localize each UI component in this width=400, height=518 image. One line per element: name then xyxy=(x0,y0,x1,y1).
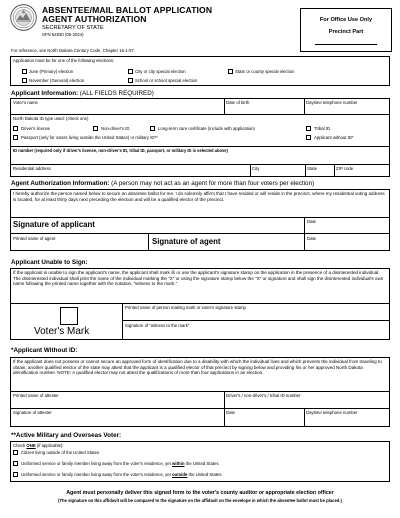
attester-date-field[interactable]: Date xyxy=(226,410,236,415)
checkbox-citizen-outside-us[interactable] xyxy=(13,450,18,455)
id-number-field[interactable]: ID number (required only if driver's license, non-driver's ID, tribal ID, passport, or military ID is selected above) xyxy=(13,148,228,153)
printed-agent-name-field[interactable]: Printed name of agent xyxy=(13,236,56,241)
military-heading: **Active Military and Overseas Voter: xyxy=(11,432,122,439)
agent-date-1[interactable]: Date xyxy=(307,219,317,224)
without-id-text: If the applicant does not possess or cannot secure an approved form of identification due to a disability with which the individual lives and which prevents the individual from traveling to obtain, another qualified elector of the state may attest that the applicant is a qualified elector of that precinct by signing below and providing his or her approved North Dakota identification number. NOTE: A qualified elector may not attest the qualifications of more than four applications in an election. xyxy=(13,359,382,376)
agency-name: SECRETARY OF STATE xyxy=(42,24,104,31)
agent-statement: I hereby authorize the person named below to secure an absentee ballot for me. I do solemnly affirm that I have resided or will reside in the precinct, where my residential voting address is located, for at least thirty days next preceding the election and will be a qualified elector of the precinct. xyxy=(13,191,385,202)
option-june-primary: June (Primary) election xyxy=(29,69,74,74)
residential-address-field[interactable]: Residential address xyxy=(13,166,51,171)
option-city-election: City or city special election xyxy=(135,69,186,74)
military-option-3: Uniformed service or family member living away from the voter's residence, yet outside the United States xyxy=(21,472,222,477)
id-non-drivers: Non-driver's ID xyxy=(101,126,130,131)
id-long-term-care: Long-term care certificate (include with application) xyxy=(158,126,255,131)
elections-prompt: Application must be for one of the following elections: xyxy=(13,58,115,63)
military-option-2: Uniformed service or family member living away from the voter's residence, yet within the United States xyxy=(21,461,219,466)
checkbox-non-drivers-id[interactable] xyxy=(93,126,98,131)
checkbox-long-term-care[interactable] xyxy=(150,126,155,131)
checkbox-state-county-election[interactable] xyxy=(228,69,233,74)
unable-text: If the applicant is unable to sign the applicant's name, the applicant shall mark ☒ or use the applicant's signature stamp on the application in the presence of a disinterested individual. The disinterested individual shall print the name of the individual marking the "X" or using the signature stamp below the "X" or signature and shall sign the disinterested individual's own name following the printed name together with the notation, "witness to the mark." xyxy=(13,270,384,287)
voters-mark-label: Voter's Mark xyxy=(34,326,90,337)
printed-marker-name-field[interactable]: Printed name of person making mark or voter's signature stamp xyxy=(125,305,246,310)
military-option-1: Citizen living outside of the United States xyxy=(21,450,100,455)
form-number: SFN 52830 (05-2024) xyxy=(42,31,84,37)
checkbox-uniformed-within-us[interactable] xyxy=(13,461,18,466)
state-field[interactable]: State xyxy=(307,166,318,171)
form-title-line2: AGENT AUTHORIZATION xyxy=(42,14,147,24)
agent-date-2[interactable]: Date xyxy=(307,236,317,241)
id-without: Applicant without ID* xyxy=(314,135,354,140)
state-seal xyxy=(10,4,37,31)
military-check-one: Check ONE (if applicable): xyxy=(13,443,64,448)
id-passport-military: Passport (only for voters living outside the United States) or military ID** xyxy=(21,135,158,140)
checkbox-city-election[interactable] xyxy=(128,69,133,74)
applicant-heading: Applicant Information: (ALL FIELDS REQUIRED) xyxy=(11,90,154,97)
checkbox-november-general[interactable] xyxy=(22,78,27,83)
signature-of-applicant-field[interactable]: Signature of applicant xyxy=(13,220,95,229)
without-id-heading: *Applicant Without ID: xyxy=(11,347,78,354)
attester-phone-field[interactable]: Daytime telephone number xyxy=(306,410,358,415)
footer-signature-note: (The signature on this affidavit will be compared to the signature on the affidavit on the envelope in which the absentee ballot must be placed.) xyxy=(58,498,342,503)
checkbox-school-election[interactable] xyxy=(128,78,133,83)
option-school-election: School or school special election xyxy=(135,78,198,83)
option-state-county-election: State or county special election xyxy=(235,69,295,74)
unable-heading: Applicant Unable to Sign: xyxy=(11,259,88,266)
id-type-prompt: North Dakota ID type used: (check one) xyxy=(13,116,89,121)
reference-note: For reference, see North Dakota Century Code, Chapter 16.1-07. xyxy=(11,48,135,53)
city-field[interactable]: City xyxy=(252,166,260,171)
checkbox-applicant-without-id[interactable] xyxy=(306,135,311,140)
zip-field[interactable]: ZIP code xyxy=(336,166,354,171)
option-november-general: November (General) election xyxy=(29,78,85,83)
attester-signature-field[interactable]: Signature of attester xyxy=(13,410,52,415)
id-tribal: Tribal ID xyxy=(314,126,331,131)
checkbox-uniformed-outside-us[interactable] xyxy=(13,472,18,477)
precinct-part-label: Precinct Part xyxy=(328,29,364,35)
office-use-label: For Office Use Only xyxy=(319,17,373,23)
checkbox-drivers-license[interactable] xyxy=(13,126,18,131)
form-title-line1: ABSENTEE/MAIL BALLOT APPLICATION xyxy=(42,5,213,15)
id-drivers-license: Driver's license xyxy=(21,126,50,131)
witness-signature-field[interactable]: Signature of "witness to the mark" xyxy=(125,323,190,328)
footer-instruction: Agent must personally deliver this signed form to the voter's county auditor or appropriate election officer xyxy=(66,490,334,496)
voters-name-field[interactable]: Voter's name xyxy=(13,100,38,105)
date-of-birth-field[interactable]: Date of birth xyxy=(226,100,250,105)
checkbox-june-primary[interactable] xyxy=(22,69,27,74)
printed-attester-field[interactable]: Printed name of attester xyxy=(13,393,59,398)
voters-mark-box[interactable] xyxy=(60,307,78,325)
agent-heading: Agent Authorization Information: (A person may not act as an agent for more than four voters per election) xyxy=(11,180,315,187)
checkbox-passport-military[interactable] xyxy=(13,135,18,140)
attester-id-field[interactable]: Driver's / non-driver's / tribal ID number xyxy=(226,393,301,398)
checkbox-tribal-id[interactable] xyxy=(306,126,311,131)
signature-of-agent-field[interactable]: Signature of agent xyxy=(152,237,221,246)
daytime-phone-field[interactable]: Daytime telephone number xyxy=(306,100,358,105)
